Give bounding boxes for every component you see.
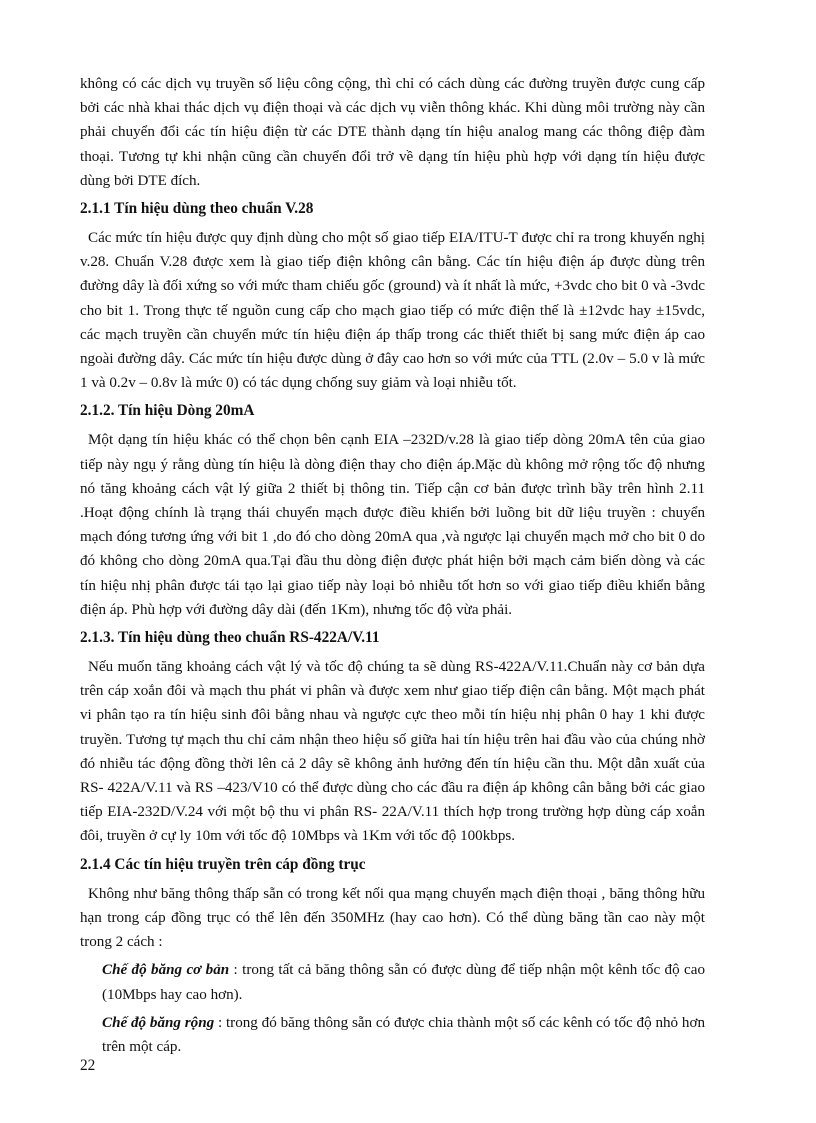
baseband-mode-title: Chế độ băng cơ bản xyxy=(102,962,230,979)
coax-paragraph: Không như băng thông thấp sẵn có trong kết nối qua mạng chuyển mạch điện thoại , băng thông hữu hạn trong cáp đồng trục có thể lên đến 350MHz (hay cao hơn). Có thể dùng băng tần cao này một trong 2 cách : xyxy=(80,885,705,951)
v28-paragraph: Các mức tín hiệu được quy định dùng cho một số giao tiếp EIA/ITU-T được chỉ ra trong khuyến nghị v.28. Chuẩn V.28 được xem là giao tiếp điện không cân bằng. Các tín hiệu điện áp được dùng trên đường dây là đối xứng so với mức tham chiếu gốc (ground) và ít nhất là mức, +3vdc cho bit 0 và -3vdc cho bit 1. Trong thực tế nguồn cung cấp cho mạch giao tiếp có mức điện thế là ±12vdc hay ±15vdc, các mạch truyền cần chuyển mức tín hiệu điện áp thấp trong các thiết thiết bị sang mức điện áp cao ngoài đường dây. Các mức tín hiệu được dùng ở đây cao hơn so với mức của TTL (2.0v – 5.0 v là mức 1 và 0.2v – 0.8v là mức 0) có tác dụng chống suy giảm và loại nhiễu tốt. xyxy=(80,230,705,392)
baseband-mode-item xyxy=(102,958,705,1006)
page-number: 22 xyxy=(80,1057,96,1074)
baseband-mode-text: : trong tất cả băng thông sẵn có được dùng để tiếp nhận một kênh tốc độ cao (10Mbps hay cao hơn). xyxy=(102,962,705,1003)
section-2-1-3-heading: 2.1.3. Tín hiệu dùng theo chuẩn RS-422A/V.11 xyxy=(80,629,380,647)
section-2-1-1-heading: 2.1.1 Tín hiệu dùng theo chuẩn V.28 xyxy=(80,200,314,218)
broadband-mode-title: Chế độ băng rộng xyxy=(102,1014,215,1031)
broadband-mode-text: : trong đó băng thông sẵn có được chia thành một số các kênh có tốc độ nhỏ hơn trên một cáp. xyxy=(102,1014,705,1055)
section-2-1-4-heading: 2.1.4 Các tín hiệu truyền trên cáp đồng trục xyxy=(80,855,366,873)
intro-paragraph: không có các dịch vụ truyền số liệu công cộng, thì chỉ có cách dùng các đường truyền được cung cấp bởi các nhà khai thác dịch vụ điện thoại và các dịch vụ viễn thông khác. Khi dùng môi trường này cần phải chuyển đổi các tín hiệu điện từ các DTE thành dạng tín hiệu analog mang các thông điệp đàm thoại. Tương tự khi nhận cũng cần chuyển đổi trở về dạng tín hiệu phù hợp với dạng tín hiệu được dùng bởi DTE đích. xyxy=(80,76,705,189)
rs422-paragraph: Nếu muốn tăng khoảng cách vật lý và tốc độ chúng ta sẽ dùng RS-422A/V.11.Chuẩn này cơ bản dựa trên cáp xoắn đôi và mạch thu phát vi phân và được xem như giao tiếp điện cân bằng. Một mạch phát vi phân tạo ra tín hiệu sinh đôi bằng nhau và ngược cực theo mỗi tín hiệu nhị phân 0 hay 1 khi được truyền. Tương tự mạch thu chỉ cảm nhận theo hiệu số giữa hai tín hiệu trên hai đầu vào của chúng nhờ đó nhiễu tác động đồng thời lên cả 2 dây sẽ không ảnh hưởng đến tín hiệu cần thu. Một dẫn xuất của RS- 422A/V.11 và RS –423/V10 có thể được dùng cho các đầu ra điện áp không cân bằng bởi các giao tiếp EIA-232D/V.24 với một bộ thu vi phân RS- 22A/V.11 thích hợp trong trường hợp dùng cáp xoắn đôi, truyền ở cự ly 10m với tốc độ 10Mbps và 1Km với tốc độ 100kbps. xyxy=(80,659,705,845)
section-2-1-2-heading: 2.1.2. Tín hiệu Dòng 20mA xyxy=(80,402,255,420)
broadband-mode-item xyxy=(102,1011,705,1059)
document-page xyxy=(80,72,705,1063)
current-loop-paragraph: Một dạng tín hiệu khác có thể chọn bên cạnh EIA –232D/v.28 là giao tiếp dòng 20mA tên của giao tiếp này ngụ ý rằng dùng tín hiệu là dòng điện thay cho điện áp.Mặc dù không mở rộng tốc độ nhưng nó tăng khoảng cách vật lý giữa 2 thiết bị thông tin. Tiếp cận cơ bản được trình bầy trên hình 2.11 .Hoạt động chính là trạng thái chuyển mạch được điều khiển bởi luồng bit dữ liệu truyền : chuyển mạch đóng tương ứng với bit 1 ,do đó cho dòng 20mA qua ,và ngược lại chuyển mạch mở cho bit 0 do đó không cho dòng 20mA qua.Tại đầu thu dòng điện được phát hiện bởi mạch cảm biến dòng và các tín hiệu nhị phân được tái tạo lại giao tiếp này loại bỏ nhiễu tốt hơn so với giao tiếp điều khiển bằng điện áp. Phù hợp với đường dây dài (đến 1Km), nhưng tốc độ vừa phải. xyxy=(80,432,705,618)
